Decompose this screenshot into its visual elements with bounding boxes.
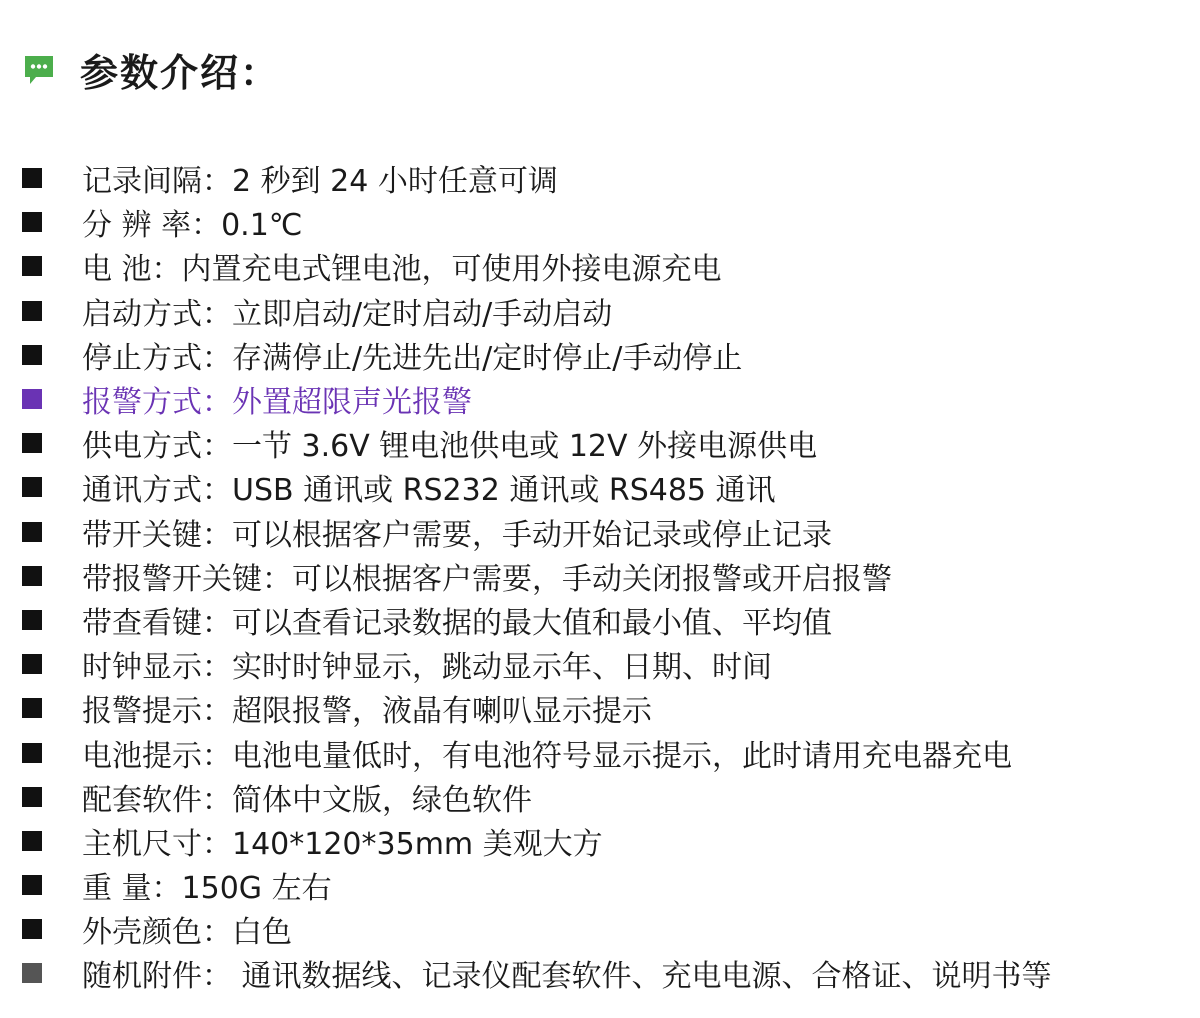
spec-text: 电池提示：电池电量低时，有电池符号显示提示，此时请用充电器充电 xyxy=(82,738,1012,774)
spec-list xyxy=(22,156,1052,996)
square-bullet-icon xyxy=(22,566,42,586)
spec-item xyxy=(22,863,1052,907)
spec-item xyxy=(22,907,1052,951)
spec-text: 外壳颜色：白色 xyxy=(82,915,292,951)
square-bullet-icon xyxy=(22,433,42,453)
spec-item xyxy=(22,775,1052,819)
spec-text: 电 池：内置充电式锂电池，可使用外接电源充电 xyxy=(82,252,722,288)
spec-item xyxy=(22,554,1052,598)
spec-text: 通讯方式：USB 通讯或 RS232 通讯或 RS485 通讯 xyxy=(82,473,776,509)
spec-item xyxy=(22,510,1052,554)
spec-item xyxy=(22,333,1052,377)
square-bullet-icon xyxy=(22,522,42,542)
square-bullet-icon xyxy=(22,654,42,674)
spec-text: 重 量：150G 左右 xyxy=(82,871,332,907)
spec-item xyxy=(22,156,1052,200)
spec-item-highlighted xyxy=(22,377,1052,421)
spec-text: 报警方式：外置超限声光报警 xyxy=(82,385,472,421)
square-bullet-icon xyxy=(22,212,42,232)
spec-item xyxy=(22,951,1052,995)
spec-item xyxy=(22,421,1052,465)
square-bullet-icon xyxy=(22,345,42,365)
square-bullet-icon xyxy=(22,168,42,188)
spec-text: 报警提示：超限报警，液晶有喇叭显示提示 xyxy=(82,694,652,730)
spec-text: 配套软件：简体中文版，绿色软件 xyxy=(82,782,532,818)
spec-text: 时钟显示：实时时钟显示，跳动显示年、日期、时间 xyxy=(82,650,772,686)
spec-text: 带报警开关键：可以根据客户需要，手动关闭报警或开启报警 xyxy=(82,561,892,597)
spec-text: 带开关键：可以根据客户需要，手动开始记录或停止记录 xyxy=(82,517,832,553)
square-bullet-icon xyxy=(22,477,42,497)
square-bullet-icon xyxy=(22,698,42,718)
chat-bubble-icon xyxy=(22,53,56,87)
spec-item xyxy=(22,200,1052,244)
spec-text: 记录间隔：2 秒到 24 小时任意可调 xyxy=(82,164,558,200)
spec-item xyxy=(22,244,1052,288)
square-bullet-icon xyxy=(22,389,42,409)
spec-item xyxy=(22,642,1052,686)
square-bullet-icon xyxy=(22,963,42,983)
square-bullet-icon xyxy=(22,610,42,630)
square-bullet-icon xyxy=(22,743,42,763)
spec-item xyxy=(22,289,1052,333)
spec-item xyxy=(22,819,1052,863)
spec-text: 分 辨 率：0.1℃ xyxy=(82,208,303,244)
spec-item xyxy=(22,686,1052,730)
square-bullet-icon xyxy=(22,875,42,895)
spec-text: 启动方式：立即启动/定时启动/手动启动 xyxy=(82,296,613,332)
spec-text: 带查看键：可以查看记录数据的最大值和最小值、平均值 xyxy=(82,605,832,641)
square-bullet-icon xyxy=(22,256,42,276)
spec-item xyxy=(22,465,1052,509)
square-bullet-icon xyxy=(22,301,42,321)
square-bullet-icon xyxy=(22,787,42,807)
spec-text: 随机附件： 通讯数据线、记录仪配套软件、充电电源、合格证、说明书等 xyxy=(82,959,1052,995)
spec-item xyxy=(22,730,1052,774)
spec-text: 供电方式：一节 3.6V 锂电池供电或 12V 外接电源供电 xyxy=(82,429,818,465)
section-heading xyxy=(22,42,280,97)
spec-item xyxy=(22,598,1052,642)
page-title: 参数介绍： xyxy=(80,51,281,95)
spec-text: 停止方式：存满停止/先进先出/定时停止/手动停止 xyxy=(82,340,743,376)
square-bullet-icon xyxy=(22,919,42,939)
square-bullet-icon xyxy=(22,831,42,851)
spec-text: 主机尺寸：140*120*35mm 美观大方 xyxy=(82,826,603,862)
